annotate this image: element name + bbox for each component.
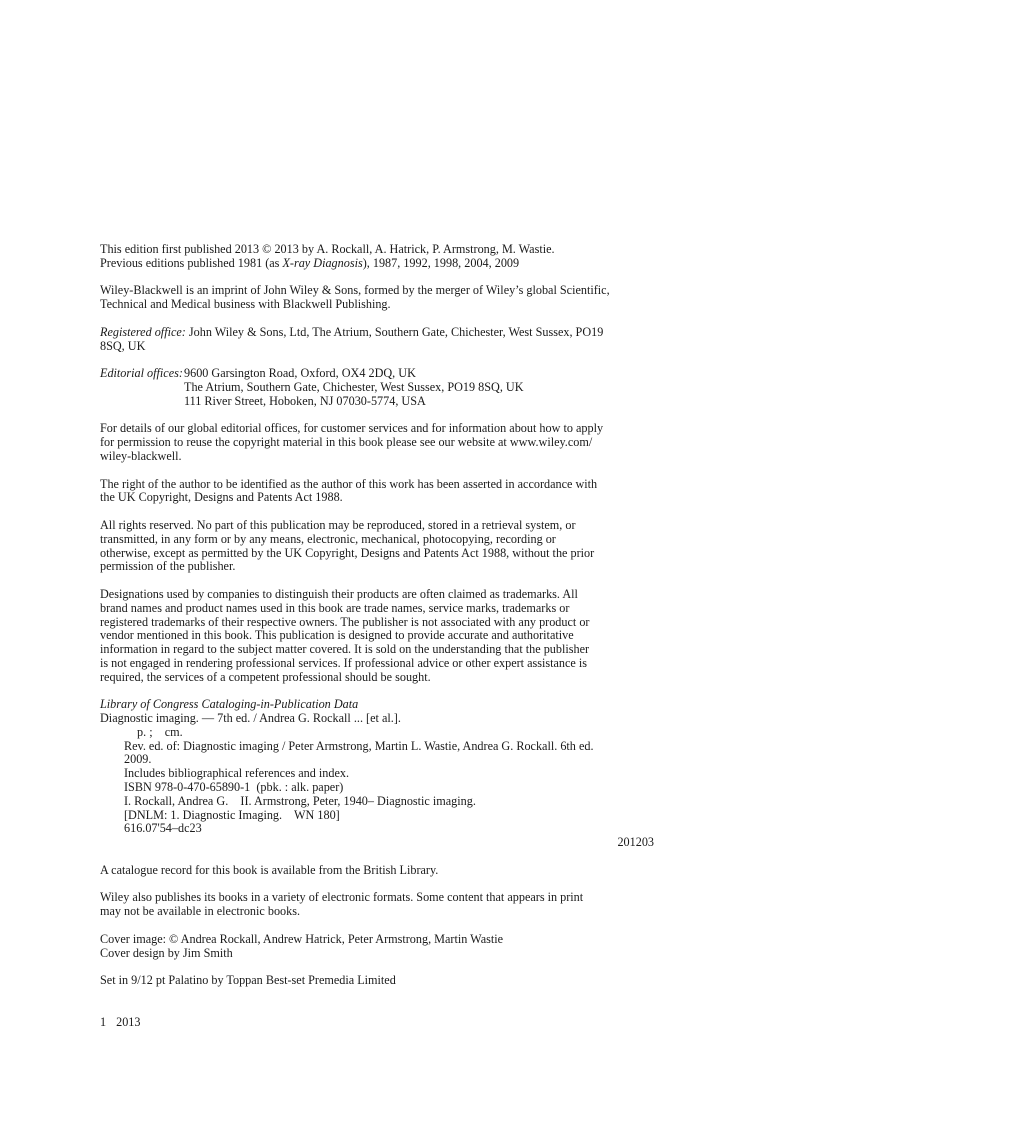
editorial-offices-list — [184, 367, 524, 408]
cip-physical: p. ; cm. — [137, 724, 183, 739]
registered-office: Registered office: John Wiley & Sons, Ltd, The Atrium, Southern Gate, Chichester, West Sussex, PO19 8SQ, UK — [100, 324, 604, 353]
electronic-formats-statement: Wiley also publishes its books in a variety of electronic formats. Some content that appears in print may not be available in electronic books. — [100, 890, 584, 919]
imprint-statement: Wiley-Blackwell is an imprint of John Wiley & Sons, formed by the merger of Wiley’s global Scientific, Technical and Medical business with Blackwell Publishing. — [100, 283, 610, 312]
edition-line-2: Previous editions published 1981 (as X-ray Diagnosis), 1987, 1992, 1998, 2004, 2009 — [100, 255, 520, 270]
cover-design-credit: Cover design by Jim Smith — [100, 945, 233, 960]
british-library-statement: A catalogue record for this book is available from the British Library. — [100, 862, 439, 877]
designations-statement: Designations used by companies to distinguish their products are often claimed as trademarks. All brand names and product names used in this book are trade names, service marks, trademarks or registered trademarks of their respective owners. The publisher is not associated with any product or vendor mentioned in this book. This publication is designed to provide accurate and authoritative information in regard to the subject matter covered. It is sold on the understanding that the publisher is not engaged in rendering professional services. If professional advice or other expert assistance is required, the services of a competent professional should be sought. — [100, 586, 590, 684]
printing-year: 2013 — [116, 1014, 141, 1029]
registered-office-label: Registered office: — [100, 324, 186, 339]
cip-heading: Library of Congress Cataloging-in-Publication Data — [100, 697, 359, 712]
cip-isbn: ISBN 978-0-470-65890-1 (pbk. : alk. paper) — [124, 780, 344, 795]
cip-control-number: 201203 — [617, 835, 654, 850]
office-address: The Atrium, Southern Gate, Chichester, West Sussex, PO19 8SQ, UK — [184, 379, 524, 394]
office-address: 111 River Street, Hoboken, NJ 07030-5774, USA — [184, 393, 426, 408]
printing-number: 1 — [100, 1014, 107, 1029]
office-address: 9600 Garsington Road, Oxford, OX4 2DQ, UK — [184, 366, 416, 381]
printing-line — [100, 1016, 660, 1030]
copyright-page — [100, 243, 660, 1043]
typeset-statement: Set in 9/12 pt Palatino by Toppan Best-set Premedia Limited — [100, 973, 396, 988]
editorial-offices — [100, 367, 660, 408]
cover-credits — [100, 933, 660, 961]
author-rights-statement: The right of the author to be identified as the author of this work has been asserted in accordance with the UK Copyright, Designs and Patents Act 1988. — [100, 476, 598, 505]
edition-line-1: This edition first published 2013 © 2013 by A. Rockall, A. Hatrick, P. Armstrong, M. Wastie. — [100, 242, 555, 256]
cip-title-line: Diagnostic imaging. — 7th ed. / Andrea G. Rockall ... [et al.]. — [100, 711, 401, 726]
editorial-offices-label: Editorial offices: — [100, 366, 183, 381]
details-statement: For details of our global editorial offices, for customer services and for information about how to apply for permission to reuse the copyright material in this book please see our website at www.wiley.com/ wiley-blackwell. — [100, 421, 604, 463]
rights-reserved-statement: All rights reserved. No part of this publication may be reproduced, stored in a retrieval system, or transmitted, in any form or by any means, electronic, mechanical, photocopying, recording or otherwise, except as permitted by the UK Copyright, Designs and Patents Act 1988, without the prior permission of the publisher. — [100, 517, 595, 574]
edition-statement — [100, 243, 660, 271]
cataloging-in-publication: Library of Congress Cataloging-in-Publication Data Diagnostic imaging. — 7th ed. / Andrea G. Rockall ... [et al.]. p. ; cm. Rev. ed. of: Diagnostic imaging / Peter Armstrong, Martin L. Wastie, Andrea G. Rockall. 6th ed. 2009. Includes bibliographical references and index. ISBN 978-0-470-65890-1 (pbk. : alk. paper) I. Rockall, Andrea G. II. Armstrong, Peter, 1940– Diagnostic imaging. [DNLM: 1. Diagnostic Imaging. WN 180] 616.07'54–dc23 201203 — [100, 698, 660, 850]
cover-image-credit: Cover image: © Andrea Rockall, Andrew Hatrick, Peter Armstrong, Martin Wastie — [100, 931, 504, 946]
